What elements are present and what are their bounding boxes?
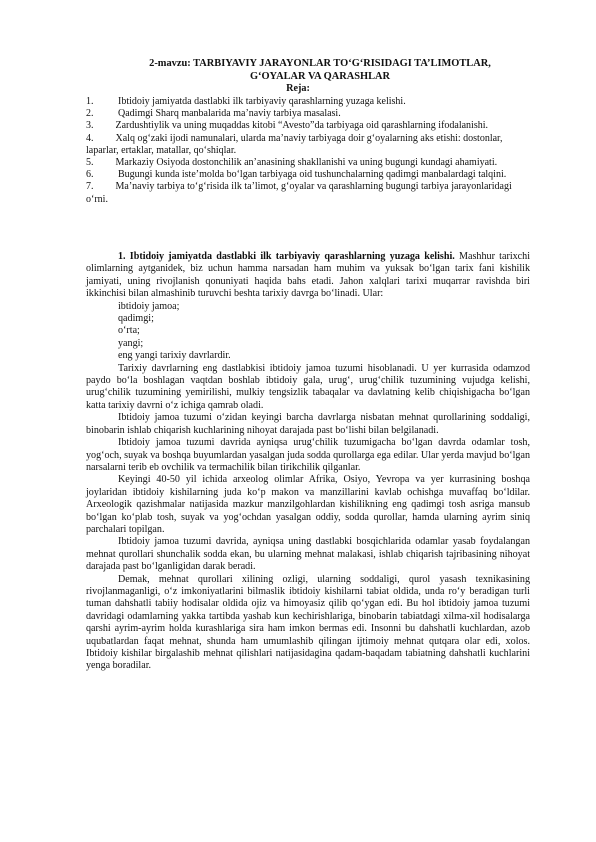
list-item: yangi; [118, 337, 144, 349]
plan-heading: Reja: [286, 83, 310, 94]
plan-item-text: Bugungi kunda iste’molda bo‘lgan tarbiyaga oid tushunchalarning qadimgi manbalardagi talqini. [118, 169, 507, 181]
list-item: ibtidoiy jamoa; [118, 300, 180, 312]
plan-item [86, 108, 530, 120]
paragraph: Tarixiy davrlarning eng dastlabkisi ibtidoiy jamoa tuzumi hisoblanadi. U yer kurrasida odamzod paydo bo‘la boshlagan vaqtdan boshlab ibtidoiy gala, urug‘, urug‘chilik tuzumining vujudga kelishi, urug‘chilik tuzumining yemirilishi, mulkiy tengsizlik tabaqalar va davlatning kelib chiqishigacha bo‘lgan katta tarixiy davrni o‘z ichiga qamrab oladi. [86, 362, 530, 411]
document-title [90, 57, 550, 83]
paragraph: Ibtidoiy jamoa tuzumi o‘zidan keyingi barcha davrlarga nisbatan mehnat qurollarining soddaligi, binobarin ishlab chiqarish kuchlarining nihoyat darajada past bo‘lishi bilan belgilanadi. [86, 412, 530, 436]
plan-item [86, 169, 530, 181]
paragraph: Demak, mehnat qurollari xilining ozligi, ularning soddaligi, qurol yasash texnikasining rivojlanmaganligi, o‘z imkoniyatlarini bilmaslik ibtidoiy kishilarni tabiat oldida, unda ro‘y beradigan turli tuman dahshatli tabiiy hodisalar oldida ojiz va himoyasiz qilib qo‘ygan edi. Bu hol ibtidoiy jamoa tuzumi davridagi odamlarning yakka tartibda yashab kun kechirishlariga, binobarin tabiatdagi xilma-xil hodisalarga qarshi ayrim-ayrim holda kurashlariga sira ham imkon bermas edi. Insonni bu dahshatli kuchlardan, azob uqubatlardan faqat mehnat, shunda ham umumlashib qilingan ijtimoiy mehnat qutqara olar edi, xolos. Ibtidoiy kishilar birgalashib mehnat qilishlari natijasidagina qadam-baqadam tabiatning dahshatli kuchlarini yenga boradilar. [86, 573, 530, 672]
title-line-2: G‘OYALAR VA QARASHLAR [249, 71, 391, 82]
plan-item-text: Zardushtiylik va uning muqaddas kitobi “Avesto”da tarbiyaga oid qarashlarning ifodalanishi. [115, 120, 488, 132]
section-1 [86, 251, 530, 301]
plan-item-number: 3. [86, 120, 94, 132]
plan-item [86, 181, 530, 205]
paragraph: Ibtidoiy jamoa tuzumi davrida, ayniqsa uning dastlabki bosqichlarida odamlar yasab foydalangan mehnat qurollari shunchalik sodda ekan, bu ularning mehnat malakasi, ishlab chiqarish tajribasining nihoyat darajada past bo‘lganligidan darak beradi. [86, 536, 530, 573]
title-line-1: 2-mavzu: TARBIYAVIY JARAYONLAR TO‘G‘RISIDAGI TA’LIMOTLAR, [149, 58, 491, 69]
list-item: o‘rta; [118, 325, 140, 337]
plan-item-number: 7. [86, 181, 94, 193]
plan-item [86, 120, 530, 132]
plan-item-number: 5. [86, 157, 94, 169]
plan-item-number: 1. [86, 96, 94, 107]
plan-item-number: 4. [86, 132, 94, 144]
plan-item [86, 157, 530, 169]
paragraph: Keyingi 40-50 yil ichida arxeolog olimlar Afrika, Osiyo, Yevropa va yer kurrasining boshqa joylaridan ibtidoiy kishilarning juda ko‘p makon va manzillarini kavlab ochishga muvaffaq bo‘ldilar. Arxeologik qazishmalar natijasida mazkur manzilgohlardan kishilikning eng qadimgi tosh asriga mansub bo‘lgan ko‘plab tosh, suyak va yog‘ochdan yasalgan oddiy, sodda qurollar, hamda ularning ayrim siniq parchalari topilgan. [86, 474, 530, 535]
plan-item-number: 2. [86, 108, 94, 120]
list-item: qadimgi; [118, 313, 154, 325]
plan-item-text: Ma’naviy tarbiya to‘g‘risida ilk ta’limot, g‘oyalar va qarashlarning bugungi tarbiya jarayonlaridagi o‘rni. [86, 181, 512, 205]
section-1-intro: Mashhur tarixchi olimlarning aytganidek, biz uchun hamma narsadan ham muhim va yuksak bo‘lgan tarix fani kishilik jamiyati, uning rivojlanish qonuniyati haqida bahs etadi. Jahon xalqlari tarixi muqarrar ravishda biri ikkinchisi bilan almashinib turuvchi beshta tarixiy davrga bo‘linadi. Ular: [86, 251, 530, 300]
plan-list [86, 96, 530, 206]
plan-item-text: Qadimgi Sharq manbalarida ma’naviy tarbiya masalasi. [118, 108, 341, 120]
list-item: eng yangi tarixiy davrlardir. [118, 350, 231, 362]
periods-list [86, 301, 530, 363]
plan-item [86, 96, 530, 108]
plan-item-text: Ibtidoiy jamiyatda dastlabki ilk tarbiyaviy qarashlarning yuzaga kelishi. [118, 96, 406, 107]
plan-item-text: Xalq og‘zaki ijodi namunalari, ularda ma’naviy tarbiyaga doir g‘oyalarning aks etishi: dostonlar, laparlar, ertaklar, matallar, qo‘shiqlar. [86, 132, 503, 156]
paragraph: Ibtidoiy jamoa tuzumi davrida ayniqsa urug‘chilik tuzumigacha bo‘lgan davrda odamlar tosh, yog‘och, suyak va boshqa buyumlardan yasalgan juda sodda qurollarga ega edilar. Ular yerda mavjud bo‘lgan narsalarni terib eb ovchilik va termachilik bilan tirikchilik qilganlar. [86, 437, 530, 473]
document-body [86, 251, 530, 673]
plan-item-text: Markaziy Osiyoda dostonchilik an’anasining shakllanishi va uning bugungi kundagi ahamiyati. [115, 157, 498, 169]
plan-item-number: 6. [86, 169, 94, 181]
plan-item [86, 133, 530, 157]
section-1-heading: 1. Ibtidoiy jamiyatda dastlabki ilk tarbiyaviy qarashlarning yuzaga kelishi. [118, 251, 455, 262]
